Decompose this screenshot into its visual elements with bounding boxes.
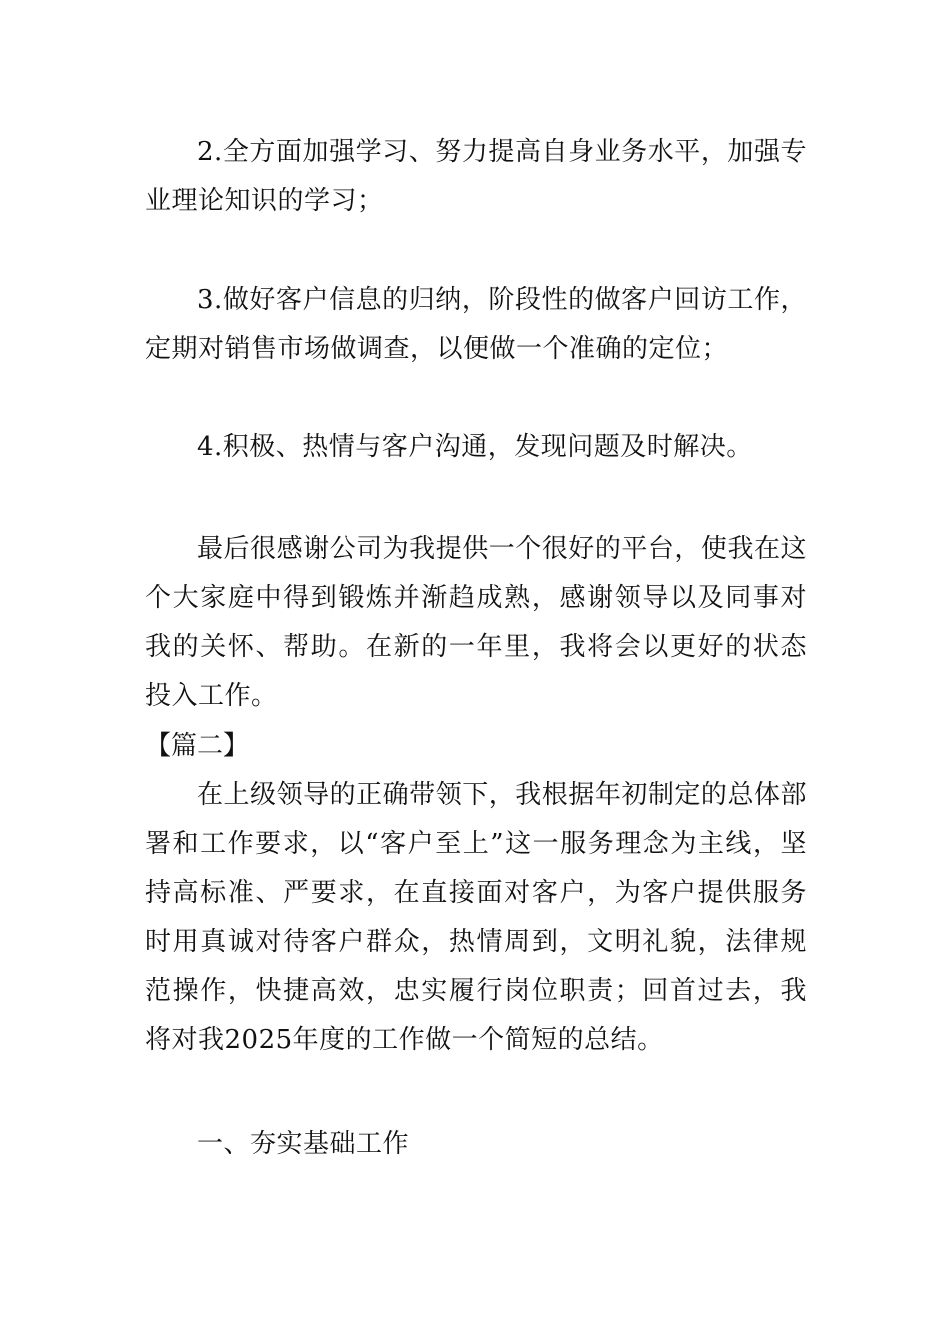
paragraph-item-2: 2.全方面加强学习、努力提高自身业务水平，加强专业理论知识的学习；	[145, 137, 807, 216]
paragraph-closing: 最后很感谢公司为我提供一个很好的平台，使我在这个大家庭中得到锻炼并渐趋成熟，感谢领导以及同事对我的关怀、帮助。在新的一年里，我将会以更好的状态投入工作。	[145, 534, 807, 711]
subheading-foundation-work: 一、夯实基础工作	[197, 1129, 410, 1159]
paragraph-item-4: 4.积极、热情与客户沟通，发现问题及时解决。	[197, 432, 753, 462]
paragraph-item-3: 3.做好客户信息的归纳，阶段性的做客户回访工作，定期对销售市场做调查，以便做一个准确的定位；	[145, 285, 807, 364]
paragraph-intro: 在上级领导的正确带领下，我根据年初制定的总体部署和工作要求，以“客户至上”这一服务理念为主线，坚持高标准、严要求，在直接面对客户，为客户提供服务时用真诚对待客户群众，热情周到，文明礼貌，法律规范操作，快捷高效，忠实履行岗位职责；回首过去，我将对我2025年度的工作做一个简短的总结。	[145, 780, 807, 1055]
section-heading: 【篇二】	[145, 731, 250, 761]
